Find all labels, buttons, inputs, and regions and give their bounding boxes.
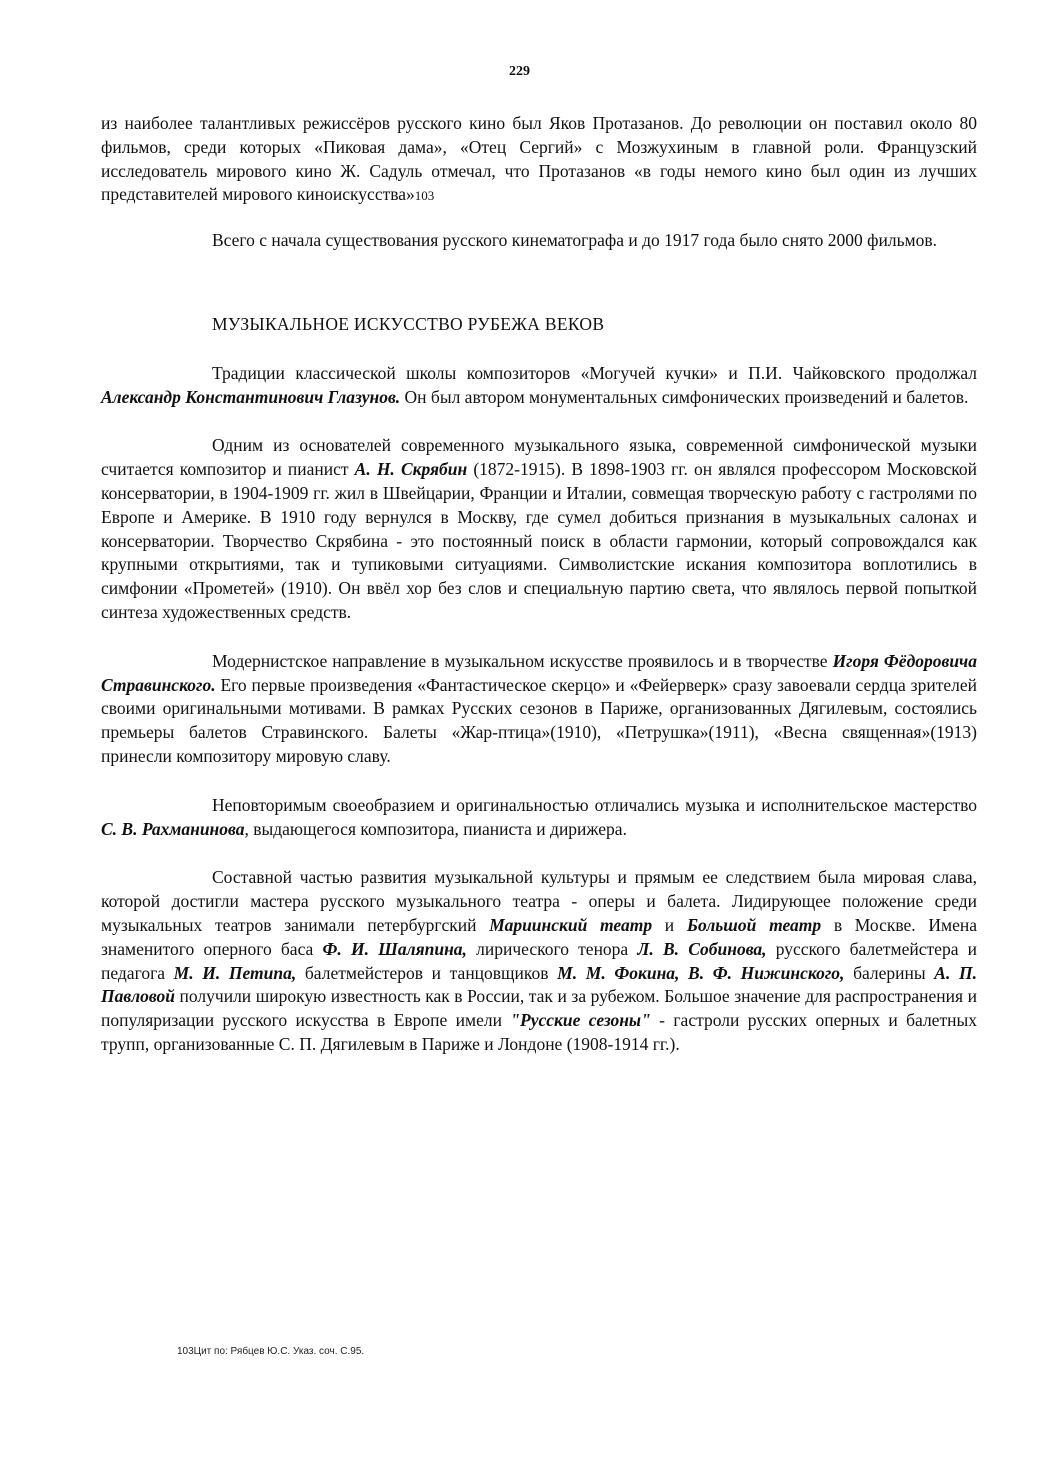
text-run: балетмейстеров и танцовщиков (296, 962, 558, 983)
name-russian-seasons: "Русские сезоны" (510, 1010, 651, 1031)
section-heading: МУЗЫКАЛЬНОЕ ИСКУССТВО РУБЕЖА ВЕКОВ (212, 313, 605, 334)
name-pavlova: А. П. Павловой (101, 962, 977, 1007)
page-body (101, 112, 977, 1057)
text-run: балерины (844, 962, 935, 983)
paragraph-text: из наиболее талантливых режиссёров русского кино был Яков Протазанов. До революции он поставил около 80 фильмов, среди которых «Пиковая дама», «Отец Сергий» с Мозжухиным в главной роли. Французский исследователь мирового кино Ж. Садуль отмечал, что Протазанов «в годы немого кино был один из лучших представителей мирового киноискусства» (101, 113, 977, 205)
text-run: Неповторимым своеобразием и оригинальностью отличались музыка и исполнительское мастерство (212, 794, 977, 815)
paragraph-theatre (101, 866, 977, 1056)
footnote-ref: 103 (414, 188, 435, 204)
name-chaliapin: Ф. И. Шаляпина, (322, 938, 467, 959)
text-run: Модернистское направление в музыкальном искусстве проявилось и в творчестве (212, 650, 833, 671)
paragraph-cinema (101, 112, 977, 208)
name-scriabin: А. Н. Скрябин (354, 459, 468, 480)
page-number: 229 (509, 64, 530, 79)
text-run: , выдающегося композитора, пианиста и дирижера. (244, 818, 627, 839)
name-petipa: М. И. Петипа, (173, 962, 297, 983)
name-rachmaninov: С. В. Рахманинова (101, 818, 245, 839)
text-run: в Москве. Имена знаменитого оперного баса (101, 914, 977, 959)
text-run: получили широкую известность как в России, так и за рубежом. Большое значение для распространения и популяризации русского искусства в Европе имели (101, 986, 977, 1031)
name-stravinsky: Игоря Фёдоровича Стравинского. (101, 650, 977, 695)
text-run: Традиции классической школы композиторов «Могучей кучки» и П.И. Чайковского продолжал (212, 362, 977, 383)
name-bolshoi: Большой театр (686, 914, 822, 935)
text-run: русского балетмейстера и педагога (101, 938, 978, 983)
name-glazunov: Александр Константинович Глазунов. (101, 386, 401, 407)
text-run: и (652, 914, 687, 935)
paragraph-stravinsky (101, 650, 977, 769)
text-run: Он был автором монументальных симфонических произведений и балетов. (400, 386, 969, 407)
paragraph-glazunov (101, 362, 977, 410)
name-sobinov: Л. В. Собинова, (637, 938, 767, 959)
paragraph-film-count: Всего с начала существования русского кинематографа и до 1917 года было снято 2000 фильмов. (212, 230, 938, 251)
paragraph-rachmaninov (101, 794, 977, 842)
text-run: Составной частью развития музыкальной культуры и прямым ее следствием была мировая слава, которой достигли мастера русского музыкального театра - оперы и балета. Лидирующее положение среди музыкальных театров занимали петербургский (101, 867, 977, 935)
text-run: - гастроли русских оперных и балетных трупп, организованные С. П. Дягилевым в Париже и Лондоне (1908-1914 гг.). (101, 1010, 977, 1054)
paragraph-scriabin (101, 434, 977, 624)
name-mariinsky: Мариинский театр (489, 914, 653, 935)
text-run: Одним из основателей современного музыкального языка, современной симфонической музыки считается композитор и пианист (101, 435, 977, 480)
text-run: Его первые произведения «Фантастическое скерцо» и «Фейерверк» сразу завоевали сердца зрителей своими оригинальными мотивами. В рамках Русских сезонов в Париже, организованных Дягилевым, состоялись премьеры балетов Стравинского. Балеты «Жар-птица»(1910), «Петрушка»(1911), «Весна священная»(1913) принесли композитору мировую славу. (101, 674, 977, 766)
text-run: лирического тенора (466, 938, 638, 959)
name-fokine-nijinsky: М. М. Фокина, В. Ф. Нижинского, (557, 962, 845, 983)
text-run: (1872-1915). В 1898-1903 гг. он являлся профессором Московской консерватории, в 1904-1909 гг. жил в Швейцарии, Франции и Италии, совмещая творческую работу с гастролями по Европе и Америке. В 1910 году вернулся в Москву, где сумел добиться признания в музыкальных салонах и консерватории. Творчество Скрябина - это постоянный поиск в области гармонии, который сопровождался как крупными открытиями, так и тупиковыми ситуациями. Символистские искания композитора воплотились в симфонии «Прометей» (1910). Он ввёл хор без слов и специальную партию света, что являлось первой попыткой синтеза художественных средств. (101, 459, 977, 622)
footnote: 103Цит по: Рябцев Ю.С. Указ. соч. С.95. (177, 1346, 365, 1357)
